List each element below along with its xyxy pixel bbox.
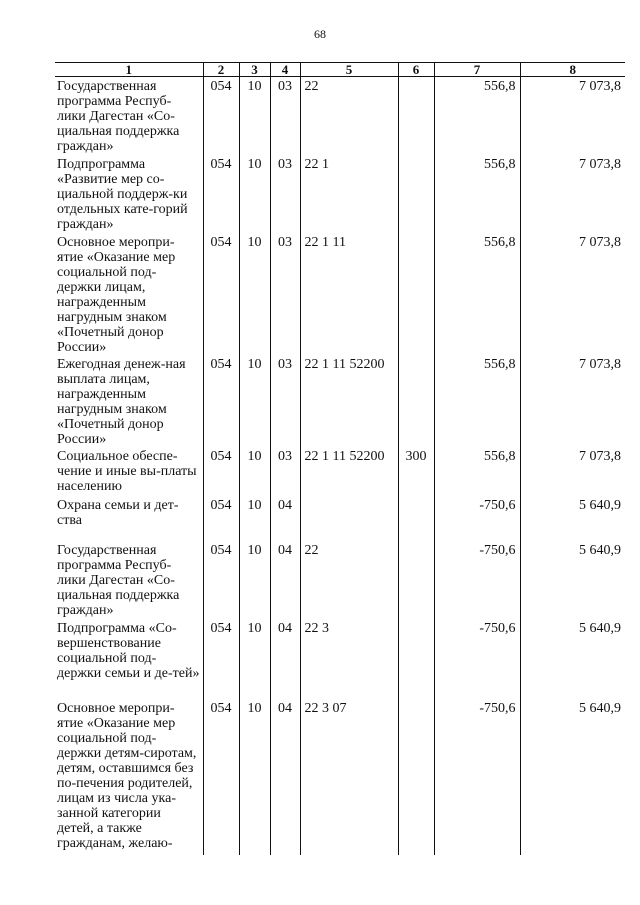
row-vr: 300: [398, 447, 434, 496]
row-col7: -750,6: [434, 496, 520, 541]
row-name: Основное меропри-ятие «Оказание мер социальной под-держки детям-сиротам, детям, оставшимся без по-печения родителей, лицам из числа ука-занной категории детей, а также гражданам, желаю-: [57, 700, 197, 851]
row-col8: 7 073,8: [520, 77, 625, 155]
row-vr: [398, 496, 434, 541]
row-target: [300, 496, 398, 541]
row-col8: 7 073,8: [520, 447, 625, 496]
row-subsection: 04: [270, 699, 300, 855]
table-row: [55, 541, 625, 619]
row-section: 10: [239, 233, 270, 355]
row-section: 10: [239, 77, 270, 155]
row-name: Подпрограмма «Развитие мер со-циальной поддерж-ки отдельных кате-горий граждан»: [57, 156, 188, 232]
row-col8: 5 640,9: [520, 541, 625, 619]
row-code: 054: [203, 155, 239, 233]
row-subsection: 04: [270, 496, 300, 541]
table-row: [55, 447, 625, 496]
row-code: 054: [203, 496, 239, 541]
row-col7: -750,6: [434, 541, 520, 619]
row-section: 10: [239, 541, 270, 619]
row-col8: 7 073,8: [520, 155, 625, 233]
row-code: 054: [203, 619, 239, 699]
row-col8: 5 640,9: [520, 699, 625, 855]
row-vr: [398, 355, 434, 447]
row-name: Социальное обеспе-чение и иные вы-платы населению: [57, 448, 197, 494]
row-vr: [398, 155, 434, 233]
row-code: 054: [203, 355, 239, 447]
row-subsection: 03: [270, 447, 300, 496]
row-col7: 556,8: [434, 155, 520, 233]
row-target: 22 1: [300, 155, 398, 233]
row-vr: [398, 233, 434, 355]
row-target: 22: [300, 541, 398, 619]
row-name: Государственная программа Респуб-лики Дагестан «Со-циальная поддержка граждан»: [57, 79, 180, 154]
row-subsection: 03: [270, 77, 300, 155]
row-code: 054: [203, 541, 239, 619]
row-code: 054: [203, 447, 239, 496]
row-section: 10: [239, 155, 270, 233]
table-row: [55, 155, 625, 233]
row-name: Подпрограмма «Со-вершенствование социальной под-держки семьи и де-тей»: [57, 620, 200, 681]
budget-table: [55, 62, 625, 855]
table-row: [55, 77, 625, 155]
row-col7: 556,8: [434, 355, 520, 447]
header-col-3: 3: [239, 63, 270, 77]
row-col7: 556,8: [434, 447, 520, 496]
table-row: [55, 233, 625, 355]
row-section: 10: [239, 447, 270, 496]
header-col-4: 4: [270, 63, 300, 77]
row-col8: 5 640,9: [520, 619, 625, 699]
row-name: Ежегодная денеж-ная выплата лицам, награжденным нагрудным знаком «Почетный донор России»: [57, 356, 186, 447]
row-subsection: 04: [270, 619, 300, 699]
header-col-7: 7: [434, 63, 520, 77]
row-vr: [398, 541, 434, 619]
row-col7: 556,8: [434, 77, 520, 155]
row-target: 22 1 11: [300, 233, 398, 355]
row-section: 10: [239, 699, 270, 855]
table-row: [55, 699, 625, 855]
row-subsection: 03: [270, 155, 300, 233]
row-code: 054: [203, 233, 239, 355]
header-col-2: 2: [203, 63, 239, 77]
table-row: [55, 496, 625, 541]
row-col7: 556,8: [434, 233, 520, 355]
row-section: 10: [239, 355, 270, 447]
row-subsection: 03: [270, 355, 300, 447]
row-section: 10: [239, 619, 270, 699]
row-target: 22 1 11 52200: [300, 447, 398, 496]
table-row: [55, 619, 625, 699]
table-row: [55, 355, 625, 447]
row-name: Государственная программа Респуб-лики Дагестан «Со-циальная поддержка граждан»: [57, 542, 180, 618]
row-code: 054: [203, 77, 239, 155]
row-col7: -750,6: [434, 619, 520, 699]
row-vr: [398, 77, 434, 155]
row-subsection: 04: [270, 541, 300, 619]
row-target: 22 3 07: [300, 699, 398, 855]
header-col-8: 8: [520, 63, 625, 77]
row-vr: [398, 619, 434, 699]
header-col-1: 1: [55, 63, 203, 77]
row-target: 22 1 11 52200: [300, 355, 398, 447]
row-col7: -750,6: [434, 699, 520, 855]
row-name: Охрана семьи и дет-ства: [57, 497, 179, 528]
header-col-6: 6: [398, 63, 434, 77]
row-subsection: 03: [270, 233, 300, 355]
row-section: 10: [239, 496, 270, 541]
row-code: 054: [203, 699, 239, 855]
row-name: Основное меропри-ятие «Оказание мер социальной под-держки лицам, награжденным нагрудным знаком «Почетный донор России»: [57, 234, 176, 355]
row-col8: 7 073,8: [520, 355, 625, 447]
row-vr: [398, 699, 434, 855]
header-col-5: 5: [300, 63, 398, 77]
table-header: [55, 63, 625, 77]
row-target: 22 3: [300, 619, 398, 699]
row-col8: 5 640,9: [520, 496, 625, 541]
page-number: 68: [314, 27, 326, 41]
row-col8: 7 073,8: [520, 233, 625, 355]
row-target: 22: [300, 77, 398, 155]
